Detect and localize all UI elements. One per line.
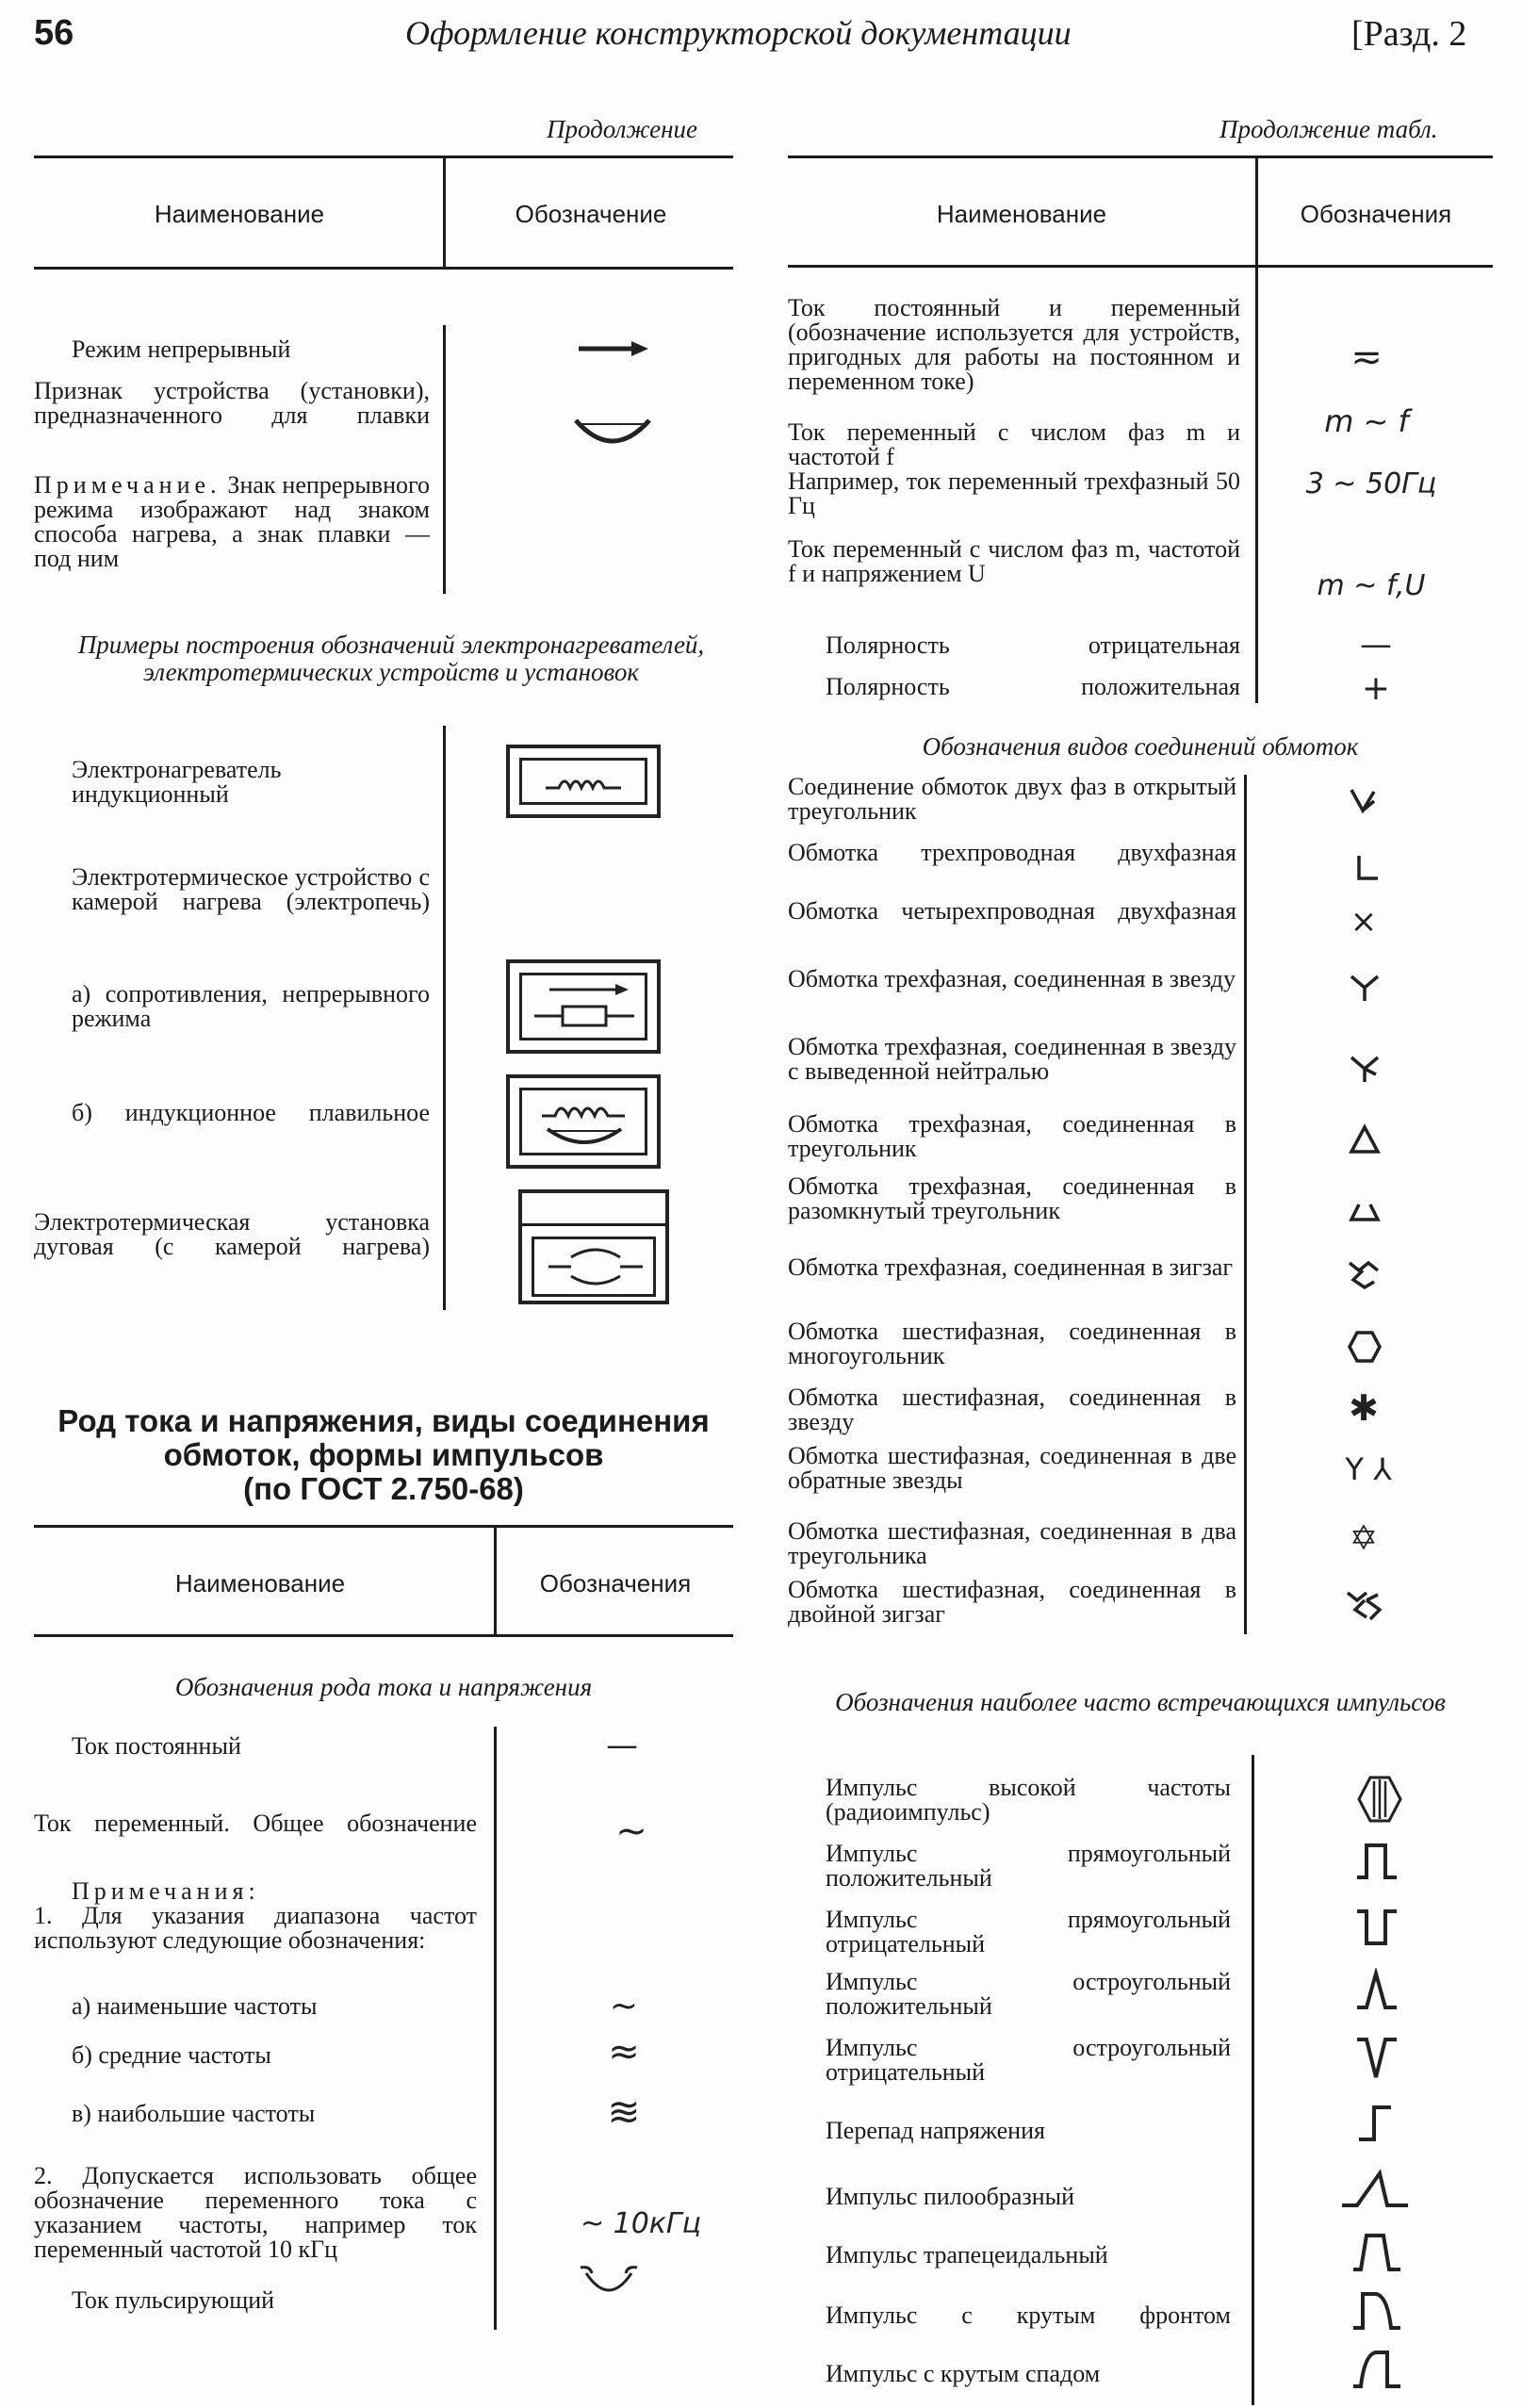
column-header-name: Наименование [154,200,325,228]
pulses-heading: Обозначения наиболее часто встречающихся импульсов [835,1688,1446,1716]
windings-heading: Обозначения видов соединений обмоток [922,732,1359,761]
table-row: Обмотка трехфазная, соединенная в разомкнутый треугольник [788,1172,1236,1224]
section-label: [Разд. 2 [1351,14,1467,54]
table-row: Ток постоянный и переменный (обозначение используется для устройств, пригодных для работы на постоянном и переменном токе) [788,294,1240,395]
zigzag-icon [1344,1257,1385,1295]
table-row: Импульс трапецеидальный [826,2241,1108,2269]
table-row: Обмотка шестифазная, соединенная в два треугольника [788,1517,1236,1569]
table-header-rule [34,1634,733,1637]
table-row: Полярность положительная [826,673,1240,700]
table-row: Обмотка трехфазная, соединенная в зигзаг [788,1253,1234,1281]
star-icon [1346,971,1383,1005]
delta-icon [1346,1123,1383,1155]
table-row: Ток переменный с числом фаз m и частотой f [788,418,1240,470]
hexagon-icon [1346,1329,1383,1365]
table-row: Электронагреватель индукционный [72,756,282,808]
table-row: Ток постоянный [72,1732,241,1760]
table-row: Импульс пилообразный [826,2183,1075,2210]
two-phase-four-wire-symbol: × [1350,903,1378,941]
table-row: Обмотка шестифазная, соединенная в две обратные звезды [788,1442,1236,1494]
table-row: Режим непрерывный [72,336,291,363]
table-row: Обмотка шестифазная, соединенная в двойной зигзаг [788,1576,1236,1628]
negative-polarity-symbol: — [1360,626,1392,663]
star-neutral-icon [1346,1052,1383,1086]
mid-freq-symbol: ≈ [608,2030,640,2073]
table-row: а) сопротивления, непрерывного режима [72,980,430,1032]
table-row: Импульс прямоугольный положительный [826,1840,1231,1892]
column-divider [443,726,446,1310]
table-row: Электротермическое устройство с камерой нагрева (электропечь) [72,863,430,915]
column-divider [1252,1755,1254,2405]
example-3phase-symbol: 3 ~ 50Гц [1305,467,1437,500]
table-top-rule [788,156,1493,158]
table-header-rule [34,267,733,270]
table-row: Соединение обмоток двух фаз в открытый треугольник [788,773,1236,825]
table-row: Обмотка трехфазная, соединенная в треугольник [788,1110,1236,1162]
note-label: Примечание. [34,471,221,499]
table-row: Обмотка шестифазная, соединенная в звезду [788,1384,1236,1435]
note-text: Знак непрерывного режима изображают над знаком способа нагрева, а знак плавки — под ним [34,471,430,572]
tri-neg-icon [1353,2034,1400,2083]
induction-heater-symbol [506,745,661,818]
running-title: Оформление конструкторской документации [405,14,1072,52]
table-row: Электротермическая установка дуговая (с камерой нагрева) [34,1208,430,1260]
table-row: Например, ток переменный трехфазный 50 Гц [788,467,1240,519]
table-row: Импульс остроугольный положительный [826,1968,1231,2020]
double-delta-symbol: ✡ [1349,1519,1379,1558]
table-row: Перепад напряжения [826,2117,1045,2144]
steep-front-icon [1350,2288,1404,2334]
high-freq-symbol: ≋ [607,2089,641,2135]
continuation-label: Продолжение [547,115,698,143]
tri-pos-icon [1353,1968,1400,2013]
table-row: Обмотка трехфазная, соединенная в звезду с выведенной нейтралью [788,1033,1236,1085]
table-header-rule [788,265,1493,268]
trap-icon [1350,2230,1404,2275]
table-row: Обмотка четырехпроводная двухфазная [788,897,1236,925]
dc-symbol: — [606,1727,638,1764]
table-top-rule [34,156,733,158]
section-title-line-2: обмоток, формы импульсов [163,1437,604,1472]
table-row: Ток переменный. Общее обозначение [34,1810,477,1837]
column-divider [443,158,446,269]
radio-pulse-icon [1355,1772,1404,1826]
resistance-furnace-symbol [506,959,661,1054]
two-phase-three-wire-icon [1351,852,1383,884]
note [34,473,430,571]
note-text: 2. Допускается использовать общее обозначение переменного тока с указанием частоты, например ток переменный частотой 10 кГц [34,2162,477,2263]
ac-dc-symbol: ≂ [1350,336,1383,379]
pulsating-icon [573,2260,645,2302]
table-row: Ток пульсирующий [72,2286,275,2314]
section-title-line-3: (по ГОСТ 2.750-68) [243,1471,524,1506]
phase-freq-symbol: m ~ f [1324,403,1409,439]
notes-heading: Примечания: [72,1877,260,1905]
table-row: Обмотка шестифазная, соединенная в многоугольник [788,1318,1236,1369]
table-row: Ток переменный с числом фаз m, частотой f и напряжением U [788,535,1240,587]
table-row: Признак устройства (установки), предназначенного для плавки [34,377,430,429]
column-header-symbol: Обозначения [539,1569,692,1597]
table-row: а) наименьшие частоты [72,1992,318,2020]
low-freq-symbol: ~ [609,1987,639,2025]
induction-melting-symbol [506,1074,661,1169]
open-delta-icon [1346,784,1383,818]
page-number: 56 [34,13,74,53]
table-row: Импульс остроугольный отрицательный [826,2034,1231,2086]
column-header-name: Наименование [174,1569,346,1597]
table-top-rule [34,1525,733,1528]
ac-symbol: ~ [615,1810,647,1853]
table-row: Обмотка трехпроводная двухфазная [788,839,1236,866]
six-phase-star-symbol: ✱ [1349,1387,1379,1429]
column-divider [1244,775,1247,1634]
phase-freq-voltage-symbol: m ~ f,U [1317,569,1426,602]
table-row: Импульс с крутым фронтом [826,2302,1231,2329]
double-reverse-star-symbol: Y ⅄ [1345,1451,1392,1487]
section-title-line-1: Род тока и напряжения, виды соединения [57,1403,710,1438]
table-row: Полярность отрицательная [826,631,1240,659]
table-row: б) средние частоты [72,2041,271,2069]
arc-furnace-symbol [518,1189,669,1304]
rect-neg-icon [1353,1906,1400,1949]
arc-icon [570,413,655,450]
positive-polarity-symbol: + [1361,669,1391,708]
table-row: Импульс с крутым спадом [826,2360,1101,2387]
table-row: Импульс высокой частоты (радиоимпульс) [826,1774,1231,1826]
subheading: Обозначения рода тока и напряжения [174,1673,593,1701]
arrow-icon [575,337,650,360]
freq-example-symbol: ~ 10кГц [580,2207,702,2240]
column-header-symbol: Обозначения [1300,200,1452,228]
column-divider [443,325,446,594]
step-icon [1353,2100,1400,2147]
open-triangle-icon [1346,1199,1383,1227]
column-divider [494,1727,497,2330]
continuation-label: Продолжение табл. [1219,115,1438,143]
rect-pos-icon [1353,1840,1400,1883]
table-row: в) наибольшие частоты [72,2100,316,2127]
table-row: Обмотка трехфазная, соединенная в звезду [788,965,1236,992]
column-header-name: Наименование [936,200,1107,228]
column-divider [1255,268,1258,703]
column-header-symbol: Обозначение [515,200,667,228]
table-row: Импульс прямоугольный отрицательный [826,1906,1231,1958]
double-zigzag-icon [1342,1587,1387,1625]
column-divider [1255,158,1258,267]
note-text: 1. Для указания диапазона частот используют следующие обозначения: [34,1902,477,1954]
steep-fall-icon [1350,2347,1404,2392]
examples-heading: Примеры построения обозначений электронагревателей, электротермических устройств и установок [77,631,705,686]
column-divider [494,1528,497,1635]
saw-icon [1338,2166,1414,2213]
table-row: б) индукционное плавильное [72,1099,430,1126]
